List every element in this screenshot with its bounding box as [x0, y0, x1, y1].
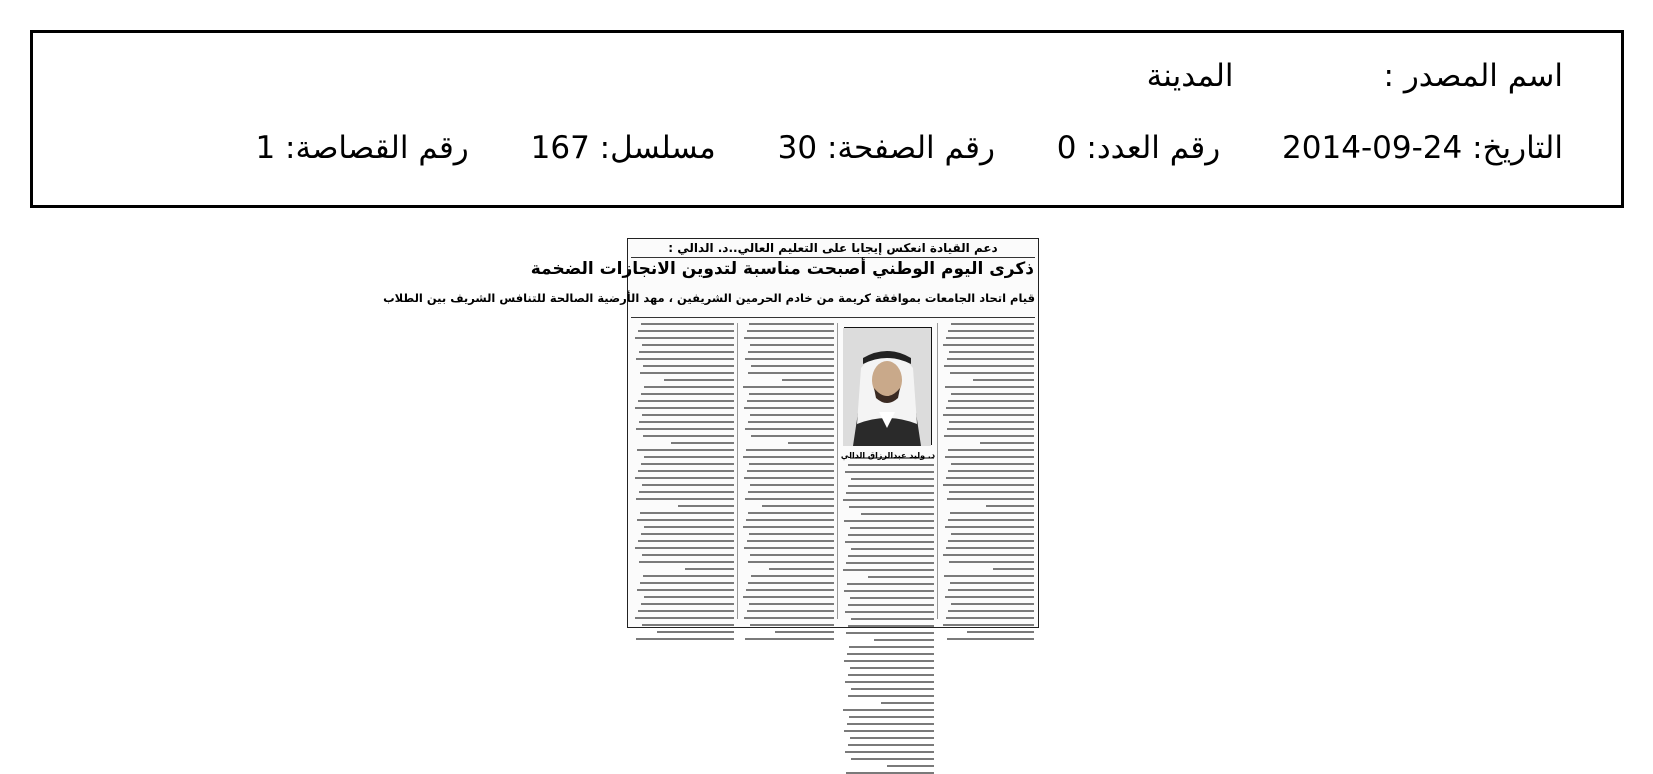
text-line: [743, 386, 834, 388]
text-line: [636, 428, 734, 430]
text-line: [751, 435, 834, 437]
text-line: [640, 582, 734, 584]
text-line: [850, 737, 934, 739]
text-line: [637, 589, 734, 591]
text-line: [642, 624, 734, 626]
text-line: [845, 751, 934, 753]
text-line: [848, 674, 934, 676]
text-column-1: [942, 323, 1034, 621]
author-photo: [844, 327, 932, 445]
text-line: [644, 456, 734, 458]
text-column-body: [842, 457, 934, 774]
text-line: [636, 638, 734, 640]
text-line: [951, 323, 1034, 325]
text-line: [639, 491, 734, 493]
text-line: [845, 611, 934, 613]
text-line: [868, 576, 934, 578]
date-value: 2014-09-24: [1282, 130, 1463, 166]
text-line: [850, 667, 934, 669]
text-line: [845, 681, 934, 683]
text-line: [743, 526, 834, 528]
text-line: [747, 330, 834, 332]
text-line: [745, 428, 834, 430]
text-line: [638, 330, 734, 332]
text-line: [851, 478, 934, 480]
column-divider: [737, 323, 738, 619]
details-line: [255, 129, 1563, 167]
serial-label: مسلسل:: [599, 130, 716, 166]
text-line: [685, 568, 734, 570]
page-label: رقم الصفحة:: [826, 130, 995, 166]
text-line: [951, 463, 1034, 465]
text-line: [887, 765, 934, 767]
text-line: [638, 540, 734, 542]
text-line: [635, 617, 734, 619]
newspaper-clipping: [383, 238, 1039, 628]
text-line: [874, 639, 934, 641]
text-line: [636, 498, 734, 500]
text-line: [642, 344, 734, 346]
text-line: [947, 358, 1034, 360]
text-line: [639, 561, 734, 563]
text-line: [949, 561, 1034, 563]
text-line: [843, 709, 934, 711]
text-line: [748, 491, 834, 493]
text-line: [944, 575, 1034, 577]
text-line: [848, 604, 934, 606]
text-line: [950, 372, 1034, 374]
text-line: [948, 470, 1034, 472]
text-line: [948, 449, 1034, 451]
text-line: [745, 498, 834, 500]
text-line: [664, 379, 734, 381]
text-line: [846, 562, 934, 564]
photo-caption: د. وليد عبدالرزاق الدالي: [840, 451, 936, 460]
text-line: [637, 449, 734, 451]
subheadline-rule: [631, 317, 1035, 318]
issue-label: رقم العدد:: [1086, 130, 1221, 166]
text-line: [973, 379, 1034, 381]
text-line: [749, 393, 834, 395]
text-line: [848, 534, 934, 536]
text-line: [748, 372, 834, 374]
text-line: [748, 351, 834, 353]
text-line: [788, 442, 834, 444]
text-line: [643, 365, 734, 367]
text-line: [747, 540, 834, 542]
text-line: [950, 512, 1034, 514]
text-line: [644, 526, 734, 528]
text-line: [640, 512, 734, 514]
text-line: [844, 730, 934, 732]
text-line: [849, 646, 934, 648]
clip-label: رقم القصاصة:: [285, 130, 469, 166]
text-line: [844, 520, 934, 522]
text-line: [769, 568, 834, 570]
text-line: [639, 351, 734, 353]
text-line: [751, 365, 834, 367]
text-line: [747, 470, 834, 472]
text-line: [635, 337, 734, 339]
text-line: [638, 400, 734, 402]
text-line: [947, 638, 1034, 640]
portrait-image: [843, 328, 931, 446]
text-line: [949, 421, 1034, 423]
text-line: [948, 519, 1034, 521]
text-line: [641, 323, 734, 325]
text-line: [743, 456, 834, 458]
text-line: [671, 442, 734, 444]
text-line: [986, 505, 1034, 507]
text-line: [750, 414, 834, 416]
text-line: [943, 414, 1034, 416]
text-line: [641, 463, 734, 465]
text-line: [844, 590, 934, 592]
text-line: [946, 477, 1034, 479]
text-line: [850, 597, 934, 599]
text-line: [944, 435, 1034, 437]
article-kicker: دعم القيادة انعكس إيجابا على التعليم العالي..د. الدالي :: [668, 241, 998, 255]
text-line: [643, 575, 734, 577]
text-line: [751, 575, 834, 577]
text-line: [747, 610, 834, 612]
text-line: [967, 631, 1034, 633]
column-divider: [937, 323, 938, 619]
text-line: [951, 393, 1034, 395]
text-line: [749, 323, 834, 325]
text-line: [636, 358, 734, 360]
text-line: [845, 471, 934, 473]
text-line: [848, 625, 934, 627]
text-line: [750, 554, 834, 556]
text-line: [943, 624, 1034, 626]
text-line: [641, 533, 734, 535]
text-line: [850, 527, 934, 529]
text-line: [949, 491, 1034, 493]
text-line: [851, 548, 934, 550]
text-line: [762, 505, 834, 507]
text-line: [745, 638, 834, 640]
text-line: [951, 533, 1034, 535]
text-line: [642, 414, 734, 416]
text-line: [847, 723, 934, 725]
text-line: [945, 596, 1034, 598]
article-subheadline: قيام اتحاد الجامعات بموافقة كريمة من خادم الحرمين الشريفين ، مهد الأرضية الصالحة للتنافس الشريف بين الطلاب: [383, 291, 1035, 305]
text-column-body: [634, 323, 734, 640]
text-line: [848, 464, 934, 466]
text-line: [747, 400, 834, 402]
text-line: [638, 470, 734, 472]
text-line: [746, 589, 834, 591]
text-line: [845, 541, 934, 543]
text-line: [946, 547, 1034, 549]
text-line: [750, 484, 834, 486]
text-column-4: [634, 323, 734, 621]
text-line: [844, 660, 934, 662]
text-line: [746, 519, 834, 521]
text-line: [946, 617, 1034, 619]
text-line: [843, 569, 934, 571]
text-line: [848, 555, 934, 557]
text-line: [775, 631, 834, 633]
text-line: [948, 330, 1034, 332]
text-line: [748, 582, 834, 584]
text-line: [943, 344, 1034, 346]
text-line: [744, 617, 834, 619]
source-value: المدينة: [1146, 58, 1234, 94]
column-divider: [837, 323, 838, 619]
source-label: اسم المصدر :: [1383, 58, 1563, 94]
text-line: [951, 603, 1034, 605]
text-line: [944, 365, 1034, 367]
text-line: [644, 386, 734, 388]
text-line: [948, 589, 1034, 591]
kicker-rule: [631, 257, 1035, 258]
text-line: [750, 624, 834, 626]
text-line: [849, 506, 934, 508]
text-line: [638, 610, 734, 612]
text-line: [947, 428, 1034, 430]
text-column-body: [942, 323, 1034, 640]
text-line: [851, 618, 934, 620]
text-line: [748, 512, 834, 514]
text-line: [846, 492, 934, 494]
text-line: [851, 758, 934, 760]
text-column-2: [842, 457, 934, 621]
text-line: [744, 407, 834, 409]
text-line: [993, 568, 1034, 570]
text-line: [749, 603, 834, 605]
text-line: [948, 400, 1034, 402]
text-line: [744, 337, 834, 339]
text-line: [745, 358, 834, 360]
clip-value: 1: [255, 130, 276, 166]
text-line: [851, 688, 934, 690]
source-line: [1147, 57, 1563, 95]
text-line: [641, 603, 734, 605]
text-line: [861, 513, 934, 515]
text-line: [744, 477, 834, 479]
text-line: [657, 631, 734, 633]
text-line: [980, 442, 1034, 444]
issue-value: 0: [1056, 130, 1077, 166]
text-line: [746, 449, 834, 451]
text-line: [849, 716, 934, 718]
text-line: [782, 379, 834, 381]
date-label: التاريخ:: [1472, 130, 1563, 166]
text-column-3: [742, 323, 834, 621]
text-line: [750, 344, 834, 346]
text-line: [635, 477, 734, 479]
text-line: [639, 421, 734, 423]
text-line: [947, 498, 1034, 500]
text-line: [848, 744, 934, 746]
text-line: [637, 519, 734, 521]
text-line: [943, 554, 1034, 556]
text-line: [642, 484, 734, 486]
text-line: [644, 596, 734, 598]
serial-value: 167: [530, 130, 590, 166]
text-line: [948, 610, 1034, 612]
text-column-body: [742, 323, 834, 640]
text-line: [748, 421, 834, 423]
text-line: [641, 393, 734, 395]
text-line: [948, 540, 1034, 542]
text-line: [946, 337, 1034, 339]
text-line: [950, 582, 1034, 584]
text-line: [847, 653, 934, 655]
text-line: [749, 533, 834, 535]
text-line: [743, 596, 834, 598]
metadata-box: [30, 30, 1624, 208]
text-line: [744, 547, 834, 549]
text-line: [848, 695, 934, 697]
text-line: [949, 351, 1034, 353]
article-headline: ذكرى اليوم الوطني أصبحت مناسبة لتدوين الانجازات الضخمة: [530, 259, 1034, 279]
text-line: [847, 583, 934, 585]
text-line: [748, 561, 834, 563]
text-line: [843, 499, 934, 501]
text-line: [945, 526, 1034, 528]
text-line: [635, 407, 734, 409]
text-line: [749, 463, 834, 465]
text-line: [945, 386, 1034, 388]
page-value: 30: [777, 130, 818, 166]
text-line: [946, 407, 1034, 409]
text-line: [846, 632, 934, 634]
text-line: [640, 372, 734, 374]
text-line: [635, 547, 734, 549]
text-line: [945, 456, 1034, 458]
text-line: [678, 505, 734, 507]
text-line: [643, 435, 734, 437]
text-line: [943, 484, 1034, 486]
text-line: [642, 554, 734, 556]
text-line: [848, 485, 934, 487]
text-line: [881, 702, 934, 704]
